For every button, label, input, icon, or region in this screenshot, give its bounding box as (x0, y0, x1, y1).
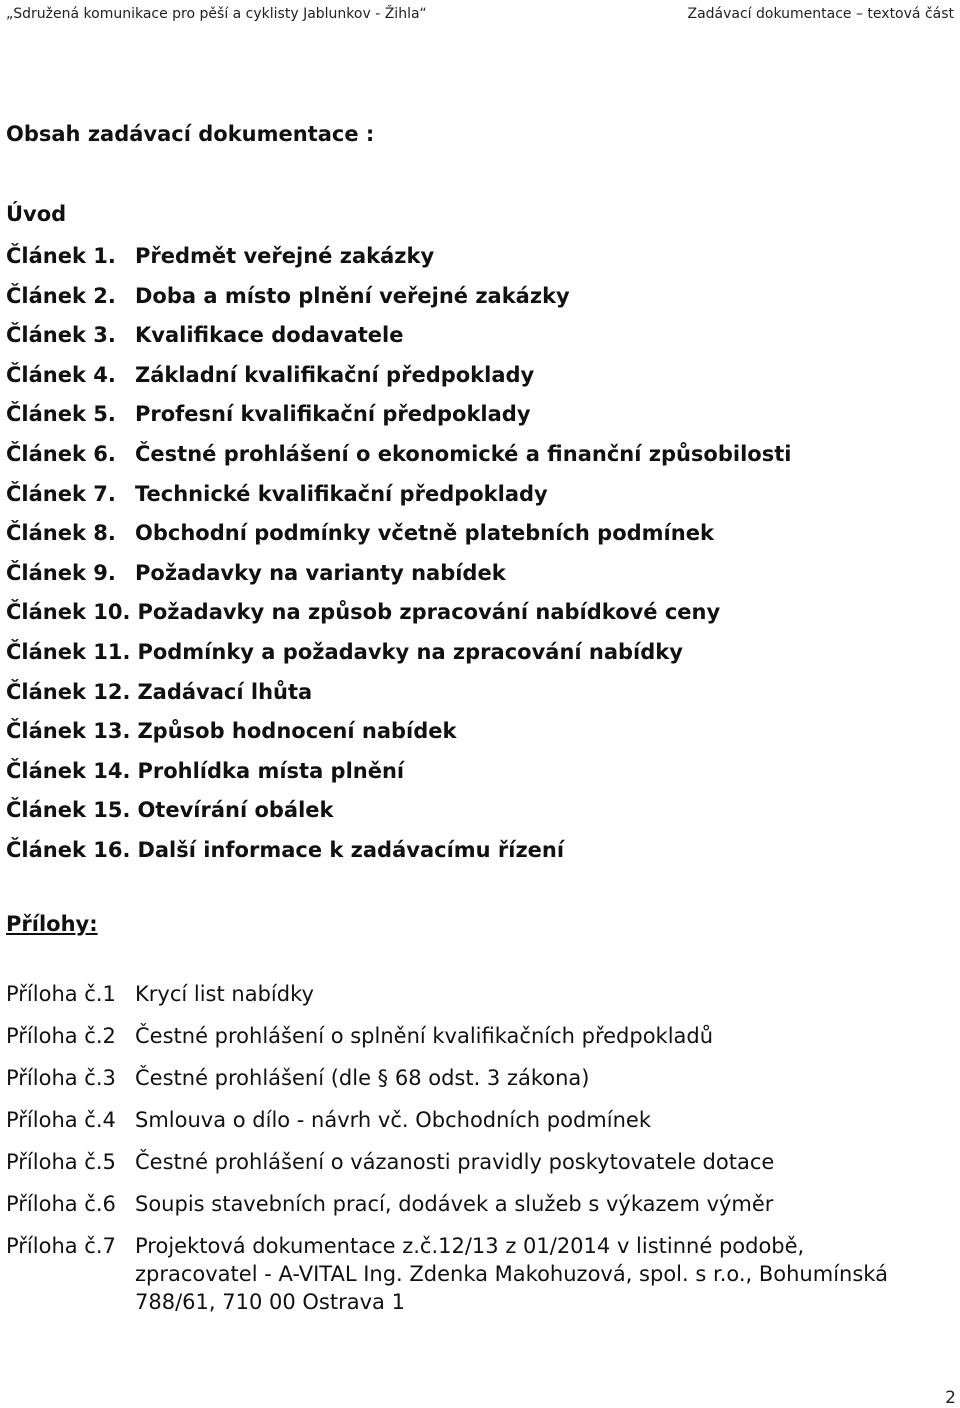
attachment-number: Příloha č.1 (6, 982, 116, 1006)
article-title: Předmět veřejné zakázky (135, 244, 435, 268)
article-number: Článek 16. (6, 837, 131, 862)
article-number: Článek 15. (6, 798, 131, 823)
page-header (0, 4, 960, 24)
attachment-title: Soupis stavebních prací, dodávek a služeb s výkazem výměr (135, 1192, 774, 1216)
attachment-title: Krycí list nabídky (135, 982, 314, 1006)
article-entry (6, 835, 791, 875)
article-title: Základní kvalifikační předpoklady (135, 362, 535, 387)
attachment-entry (6, 980, 888, 1022)
article-number: Článek 4. (6, 362, 116, 387)
article-entry (6, 637, 791, 677)
attachment-title: Čestné prohlášení o vázanosti pravidly poskytovatele dotace (135, 1150, 775, 1174)
article-title: Podmínky a požadavky na zpracování nabídky (137, 639, 683, 664)
article-title: Doba a místo plnění veřejné zakázky (135, 283, 570, 308)
article-number: Článek 7. (6, 481, 116, 506)
article-title: Profesní kvalifikační předpoklady (135, 402, 531, 427)
article-title: Kvalifikace dodavatele (135, 323, 404, 348)
article-title: Požadavky na způsob zpracování nabídkové ceny (137, 600, 721, 625)
article-number: Článek 9. (6, 560, 116, 585)
attachment-entry (6, 1106, 888, 1148)
article-number: Článek 8. (6, 521, 116, 546)
article-number: Článek 11. (6, 639, 131, 664)
article-number: Článek 12. (6, 679, 131, 704)
article-number: Článek 3. (6, 323, 116, 348)
article-title: Požadavky na varianty nabídek (135, 560, 506, 585)
attachments-heading: Přílohy: (6, 912, 98, 936)
attachment-number: Příloha č.3 (6, 1066, 116, 1090)
article-number: Článek 2. (6, 283, 116, 308)
article-entry (6, 756, 791, 796)
article-title: Další informace k zadávacímu řízení (137, 837, 565, 862)
article-entry (6, 479, 791, 519)
attachment-list (6, 980, 888, 1316)
article-entry (6, 360, 791, 400)
article-title: Prohlídka místa plnění (137, 758, 405, 783)
attachment-number: Příloha č.4 (6, 1108, 116, 1132)
article-number: Článek 6. (6, 441, 116, 466)
article-number: Článek 10. (6, 600, 131, 625)
article-number: Článek 14. (6, 758, 131, 783)
attachment-number: Příloha č.7 (6, 1234, 116, 1258)
attachment-entry (6, 1190, 888, 1232)
article-title: Způsob hodnocení nabídek (137, 719, 457, 744)
toc-heading: Obsah zadávací dokumentace : (6, 122, 375, 146)
attachment-title: Čestné prohlášení (dle § 68 odst. 3 zákona) (135, 1066, 590, 1090)
page-number: 2 (945, 1388, 956, 1408)
header-project-name: „Sdružená komunikace pro pěší a cyklisty Jablunkov - Žihla“ (6, 6, 427, 22)
article-entry (6, 518, 791, 558)
article-entry (6, 716, 791, 756)
article-entry (6, 399, 791, 439)
article-title: Obchodní podmínky včetně platebních podmínek (135, 521, 714, 546)
article-entry (6, 281, 791, 321)
article-number: Článek 13. (6, 719, 131, 744)
attachment-number: Příloha č.2 (6, 1024, 116, 1048)
article-title: Technické kvalifikační předpoklady (135, 481, 548, 506)
article-title: Zadávací lhůta (137, 679, 313, 704)
article-title: Čestné prohlášení o ekonomické a finanční způsobilosti (135, 441, 792, 466)
attachment-title: Čestné prohlášení o splnění kvalifikačních předpokladů (135, 1024, 714, 1048)
header-document-type: Zadávací dokumentace – textová část (687, 6, 954, 22)
attachment-entry (6, 1232, 888, 1316)
article-entry (6, 320, 791, 360)
article-entry (6, 597, 791, 637)
article-number: Článek 5. (6, 402, 116, 427)
article-entry (6, 558, 791, 598)
attachment-number: Příloha č.6 (6, 1192, 116, 1216)
article-entry (6, 241, 791, 281)
article-entry (6, 677, 791, 717)
attachment-entry (6, 1022, 888, 1064)
toc-intro-entry: Úvod (6, 202, 67, 226)
article-list (6, 241, 791, 875)
article-title: Otevírání obálek (137, 798, 334, 823)
article-number: Článek 1. (6, 244, 116, 268)
article-entry (6, 795, 791, 835)
attachment-entry (6, 1064, 888, 1106)
attachment-title: Smlouva o dílo - návrh vč. Obchodních podmínek (135, 1108, 651, 1132)
attachment-entry (6, 1148, 888, 1190)
attachment-number: Příloha č.5 (6, 1150, 116, 1174)
article-entry (6, 439, 791, 479)
attachment-title: Projektová dokumentace z.č.12/13 z 01/2014 v listinné podobě, zpracovatel - A-VITAL Ing. Zdenka Makohuzová, spol. s r.o., Bohumínská 788/61, 710 00 Ostrava 1 (135, 1234, 888, 1314)
